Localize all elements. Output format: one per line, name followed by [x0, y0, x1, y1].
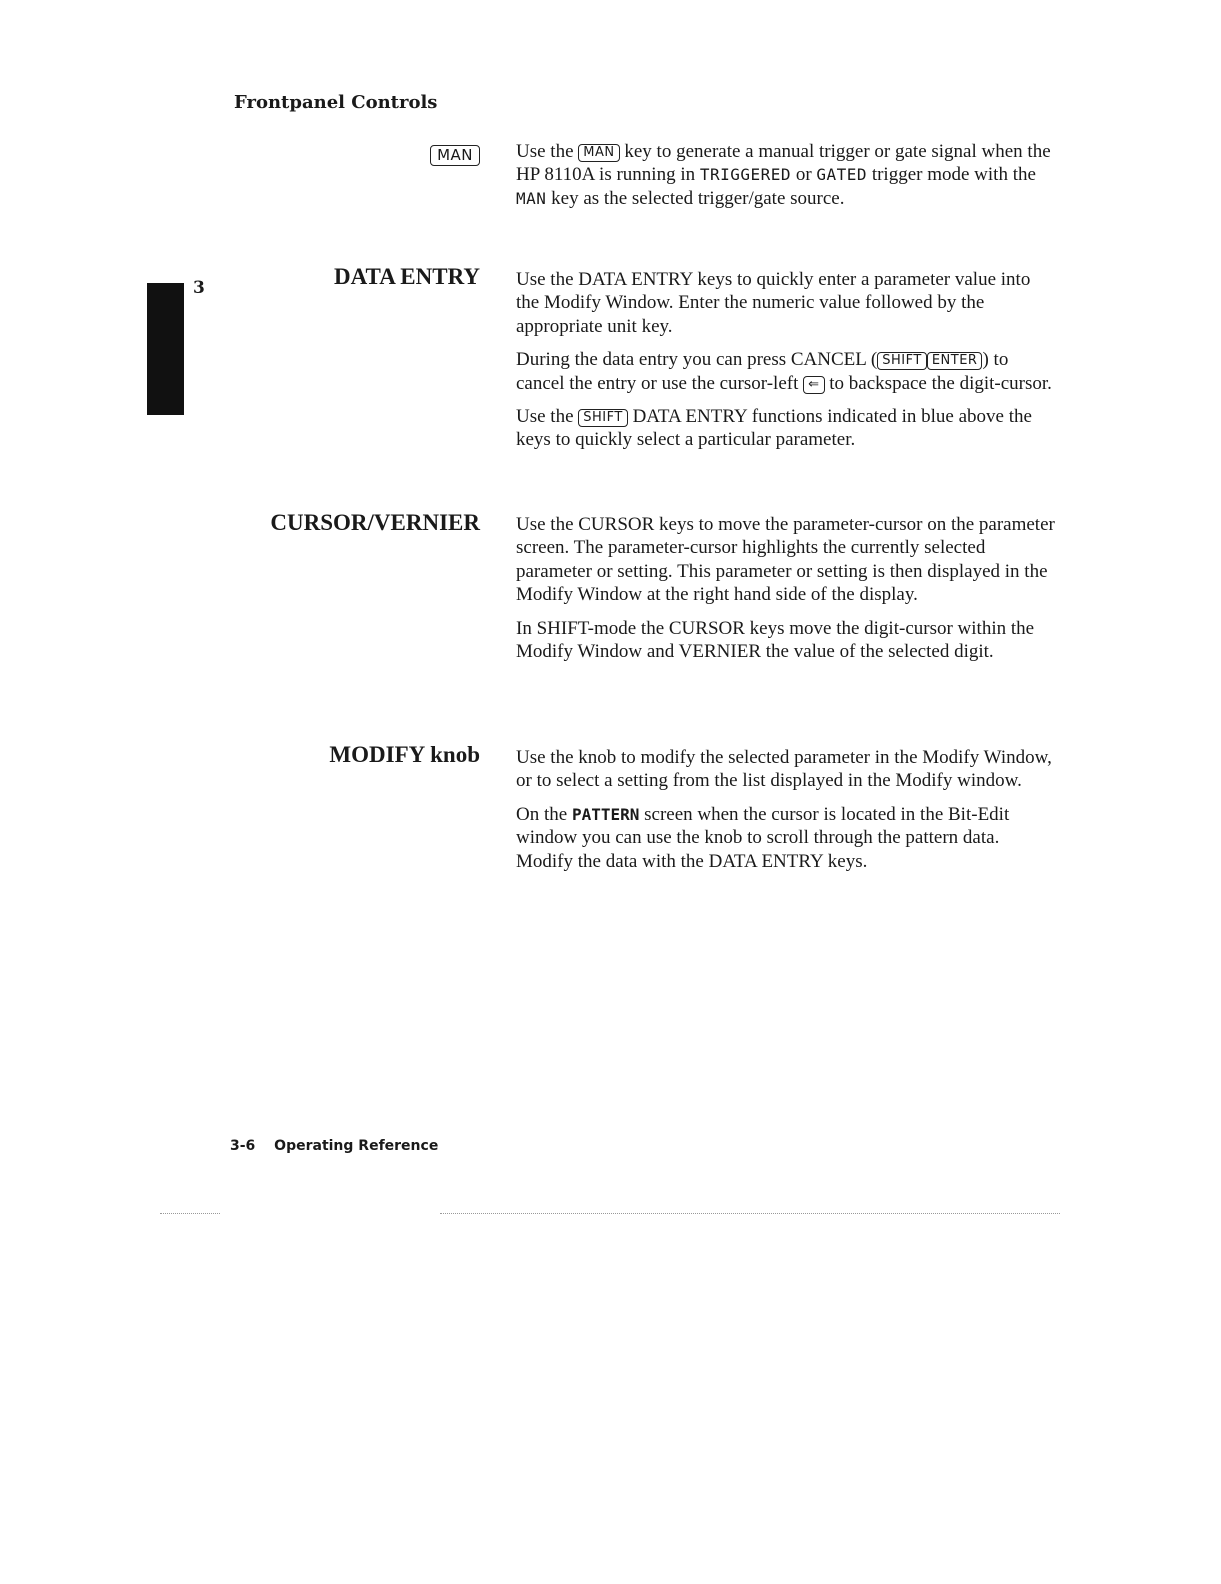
cursor-vernier-paragraph-1: Use the CURSOR keys to move the parameter-cursor on the parameter screen. The parameter-cursor highlights the currently selected parameter or setting. This parameter or setting is then displayed in the Modify Window at the right hand side of the display. — [516, 514, 1055, 606]
enter-key-inline: ENTER — [927, 352, 983, 370]
man-key-inline: MAN — [578, 144, 619, 162]
modify-knob-paragraph-1: Use the knob to modify the selected parameter in the Modify Window, or to select a setting from the list displayed in the Modify window. — [516, 747, 1052, 792]
scan-artifact — [160, 1213, 220, 1214]
shift-key-inline: SHIFT — [877, 352, 927, 370]
display-gated: GATED — [816, 165, 868, 185]
man-key-icon: MAN — [430, 145, 480, 166]
page-number: 3-6 — [230, 1138, 256, 1154]
cursor-vernier-paragraph-2: In SHIFT-mode the CURSOR keys move the digit-cursor within the Modify Window and VERNIER the value of the selected digit. — [516, 617, 1035, 663]
man-key-label — [430, 141, 480, 167]
display-man: MAN — [516, 188, 547, 208]
cursor-vernier-label: CURSOR/VERNIER — [270, 510, 480, 535]
chapter-tab-number: 3 — [193, 278, 205, 298]
page-footer — [230, 1138, 438, 1154]
man-paragraph: Use the MAN key to generate a manual trigger or gate signal when the HP 8110A is running in TRIGGERED or GATED trigger mode with the MAN key as the selected trigger/gate source. — [516, 141, 1051, 209]
modify-knob-description — [516, 746, 1056, 883]
footer-chapter: Operating Reference — [274, 1138, 439, 1154]
modify-knob-label: MODIFY knob — [329, 742, 480, 767]
cursor-vernier-description — [516, 513, 1056, 673]
data-entry-description — [516, 268, 1056, 462]
data-entry-paragraph-1: Use the DATA ENTRY keys to quickly enter a parameter value into the Modify Window. Enter the numeric value followed by the appropriate unit key. — [516, 269, 1031, 337]
chapter-tab-marker — [147, 283, 184, 415]
modify-knob-paragraph-2: On the PATTERN screen when the cursor is located in the Bit-Edit window you can use the knob to scroll through the pattern data. Modify the data with the DATA ENTRY keys. — [516, 803, 1010, 872]
section-header: Frontpanel Controls — [234, 92, 438, 113]
data-entry-paragraph-3: Use the SHIFT DATA ENTRY functions indicated in blue above the keys to quickly select a particular parameter. — [516, 406, 1032, 451]
data-entry-paragraph-2: During the data entry you can press CANCEL ( SHIFT ENTER ) to cancel the entry or use the cursor-left ⇐ to backspace the digit-cursor. — [516, 349, 1052, 394]
scan-artifact — [440, 1213, 1060, 1214]
shift-key-inline-2: SHIFT — [578, 409, 628, 427]
data-entry-label: DATA ENTRY — [334, 264, 480, 289]
display-triggered: TRIGGERED — [699, 165, 792, 185]
man-description — [516, 140, 1056, 220]
left-arrow-key-icon: ⇐ — [803, 376, 824, 394]
display-pattern: PATTERN — [571, 804, 640, 824]
